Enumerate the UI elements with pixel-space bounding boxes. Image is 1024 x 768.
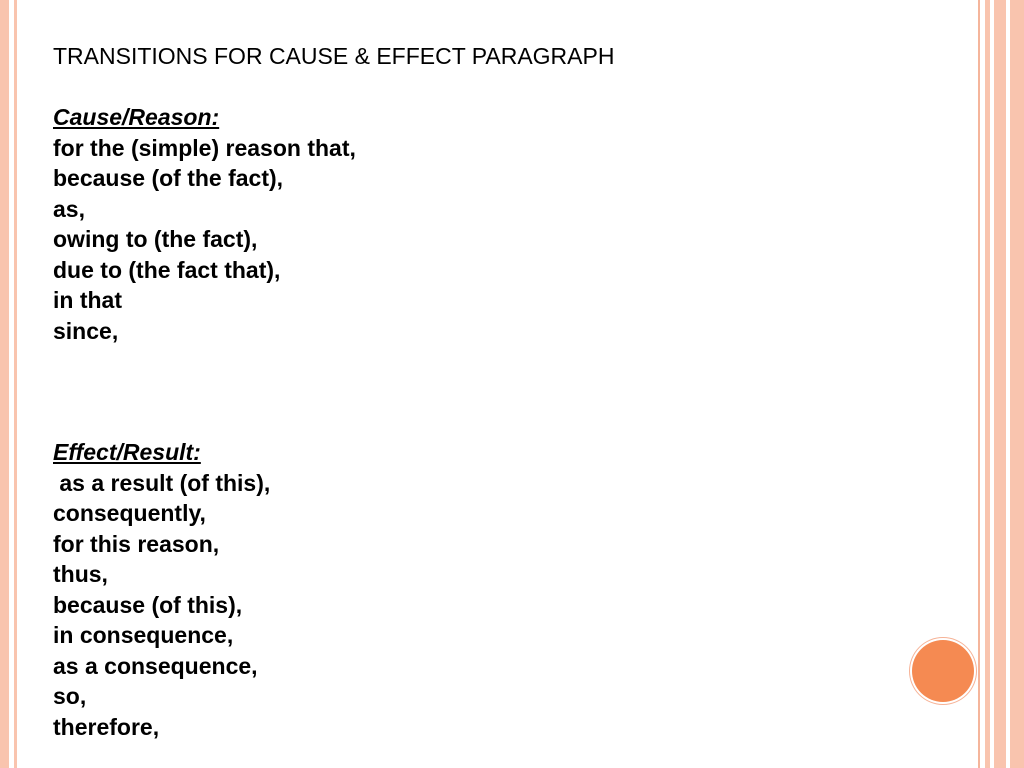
effect-heading: Effect/Result: [53, 439, 201, 465]
slide-content [53, 42, 953, 742]
list-item: as a consequence, [53, 652, 258, 679]
right-border-stripe [985, 0, 990, 768]
slide-title: TRANSITIONS FOR CAUSE & EFFECT PARAGRAPH [53, 43, 615, 69]
list-item: because (of the fact), [53, 165, 284, 191]
list-item: in that [53, 287, 122, 313]
left-border-line [14, 0, 17, 768]
right-border-stripe [1010, 0, 1024, 768]
list-item: thus, [53, 561, 108, 587]
left-border-stripe [0, 0, 9, 768]
list-item: owing to (the fact), [53, 226, 258, 252]
list-item: therefore, [53, 713, 160, 740]
list-item: for the (simple) reason that, [53, 134, 356, 161]
right-border-stripe [994, 0, 1006, 768]
list-item: for this reason, [53, 530, 220, 557]
list-item: in consequence, [53, 622, 234, 648]
list-item: so, [53, 683, 87, 709]
list-item: consequently, [53, 500, 206, 526]
list-item: as, [53, 195, 85, 222]
section-spacer [53, 346, 953, 437]
list-item: because (of this), [53, 591, 243, 618]
effect-section [53, 437, 953, 742]
cause-heading: Cause/Reason: [53, 104, 220, 130]
list-item: due to (the fact that), [53, 256, 281, 283]
list-item: as a result (of this), [53, 469, 271, 496]
cause-section [53, 102, 953, 346]
list-item: since, [53, 317, 119, 344]
right-border-line [978, 0, 980, 768]
